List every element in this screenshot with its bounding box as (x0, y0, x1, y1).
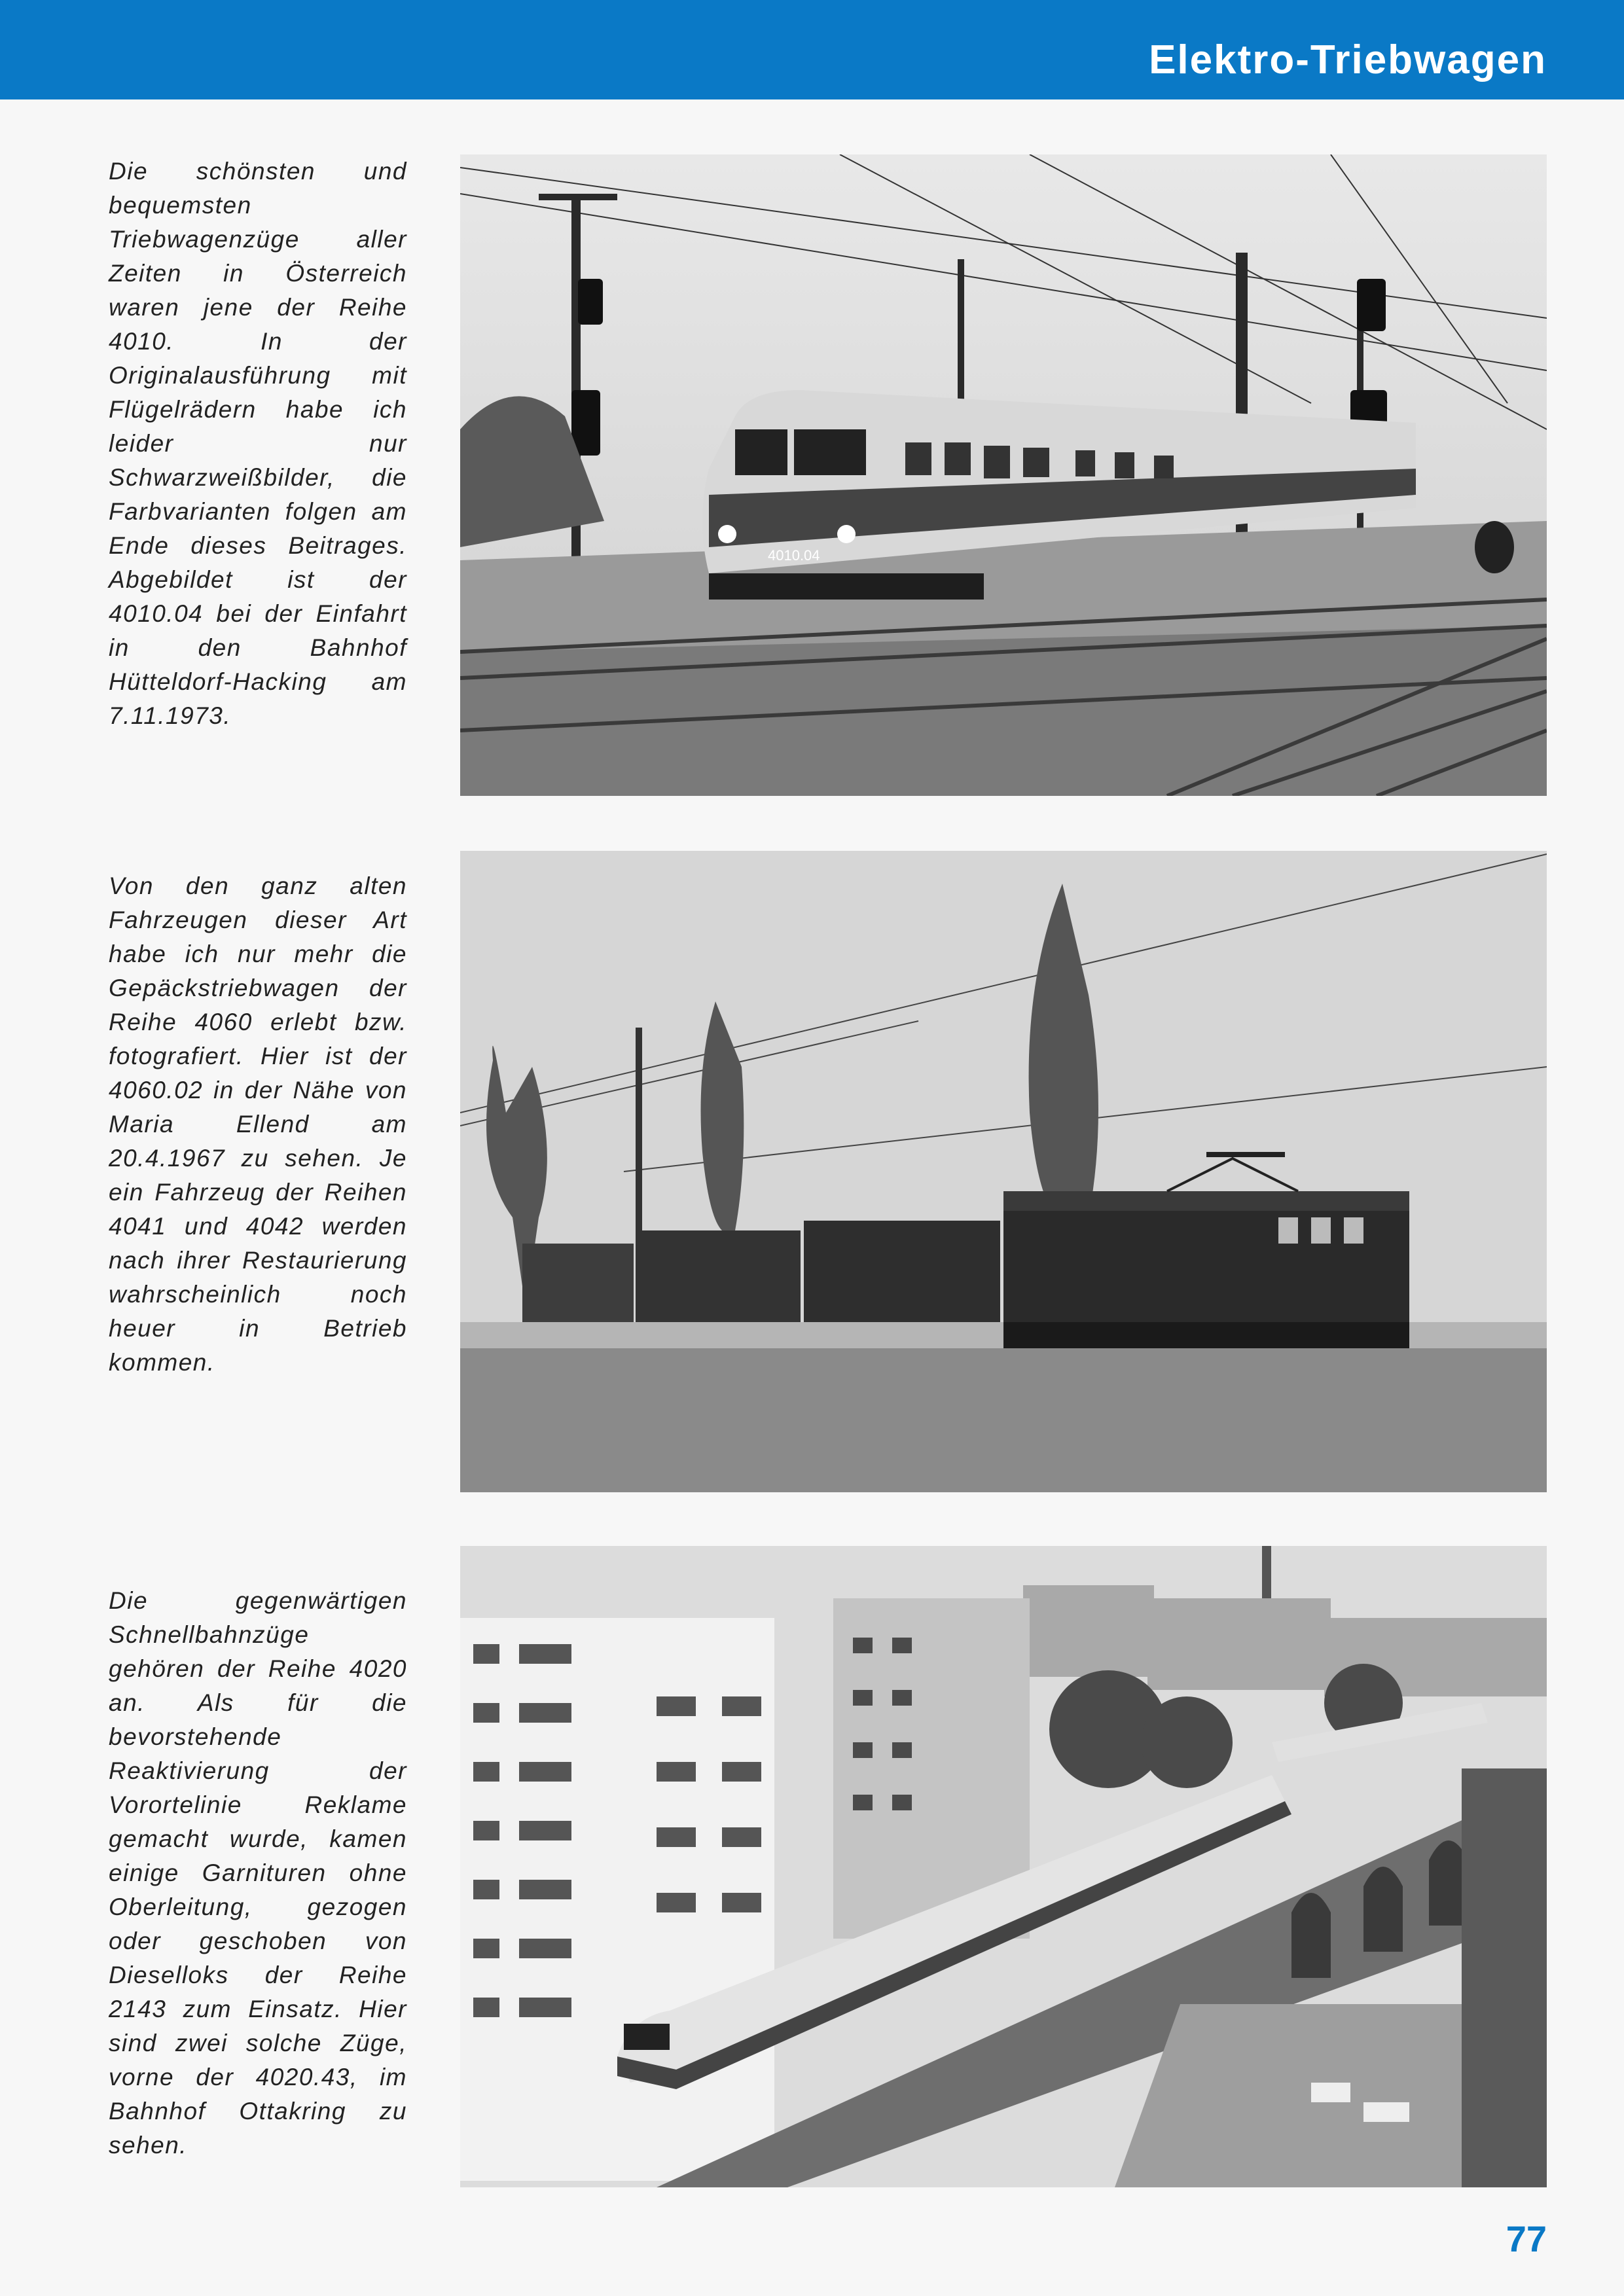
chapter-title: Elektro-Triebwagen (1149, 37, 1547, 82)
caption-4020: Die gegenwärtigen Schnellbahnzüge gehören der Reihe 4020 an. Als für die bevorstehende Reaktivierung der Vorortelinie Reklame gemacht wurde, kamen einige Garnituren ohne Oberleitung, gezogen oder geschoben von Dieselloks der Reihe 2143 zum Einsatz. Hier sind zwei solche Züge, vorne der 4020.43, im Bahnhof Ottakring zu sehen. (109, 1587, 407, 2159)
photo-4060-illustration (460, 851, 1547, 1492)
photo-4020-illustration (460, 1546, 1547, 2187)
photo-4010-train (460, 154, 1547, 796)
caption-4060: Von den ganz alten Fahrzeugen dieser Art habe ich nur mehr die Gepäckstriebwagen der Reihe 4060 erlebt bzw. fotografiert. Hier ist der 4060.02 in der Nähe von Maria Ellend am 20.4.1967 zu sehen. Je ein Fahrzeug der Reihen 4041 und 4042 werden nach ihrer Restaurierung wahrscheinlich noch heuer in Betrieb kommen. (109, 872, 407, 1376)
photo-4060-train (460, 851, 1547, 1492)
header-bar (0, 0, 1624, 99)
photo-4010-illustration (460, 154, 1547, 796)
page-number: 77 (1506, 2218, 1547, 2259)
photo-4020-ottakring (460, 1546, 1547, 2187)
caption-4010: Die schönsten und bequemsten Triebwagenzüge aller Zeiten in Österreich waren jene der Reihe 4010. In der Originalausführung mit Flügelrädern habe ich leider nur Schwarzweißbilder, die Farbvarianten folgen am Ende dieses Beitrages. Abgebildet ist der 4010.04 bei der Einfahrt in den Bahnhof Hütteldorf-Hacking am 7.11.1973. (109, 158, 407, 729)
number-plate: 4010.04 (768, 547, 820, 564)
